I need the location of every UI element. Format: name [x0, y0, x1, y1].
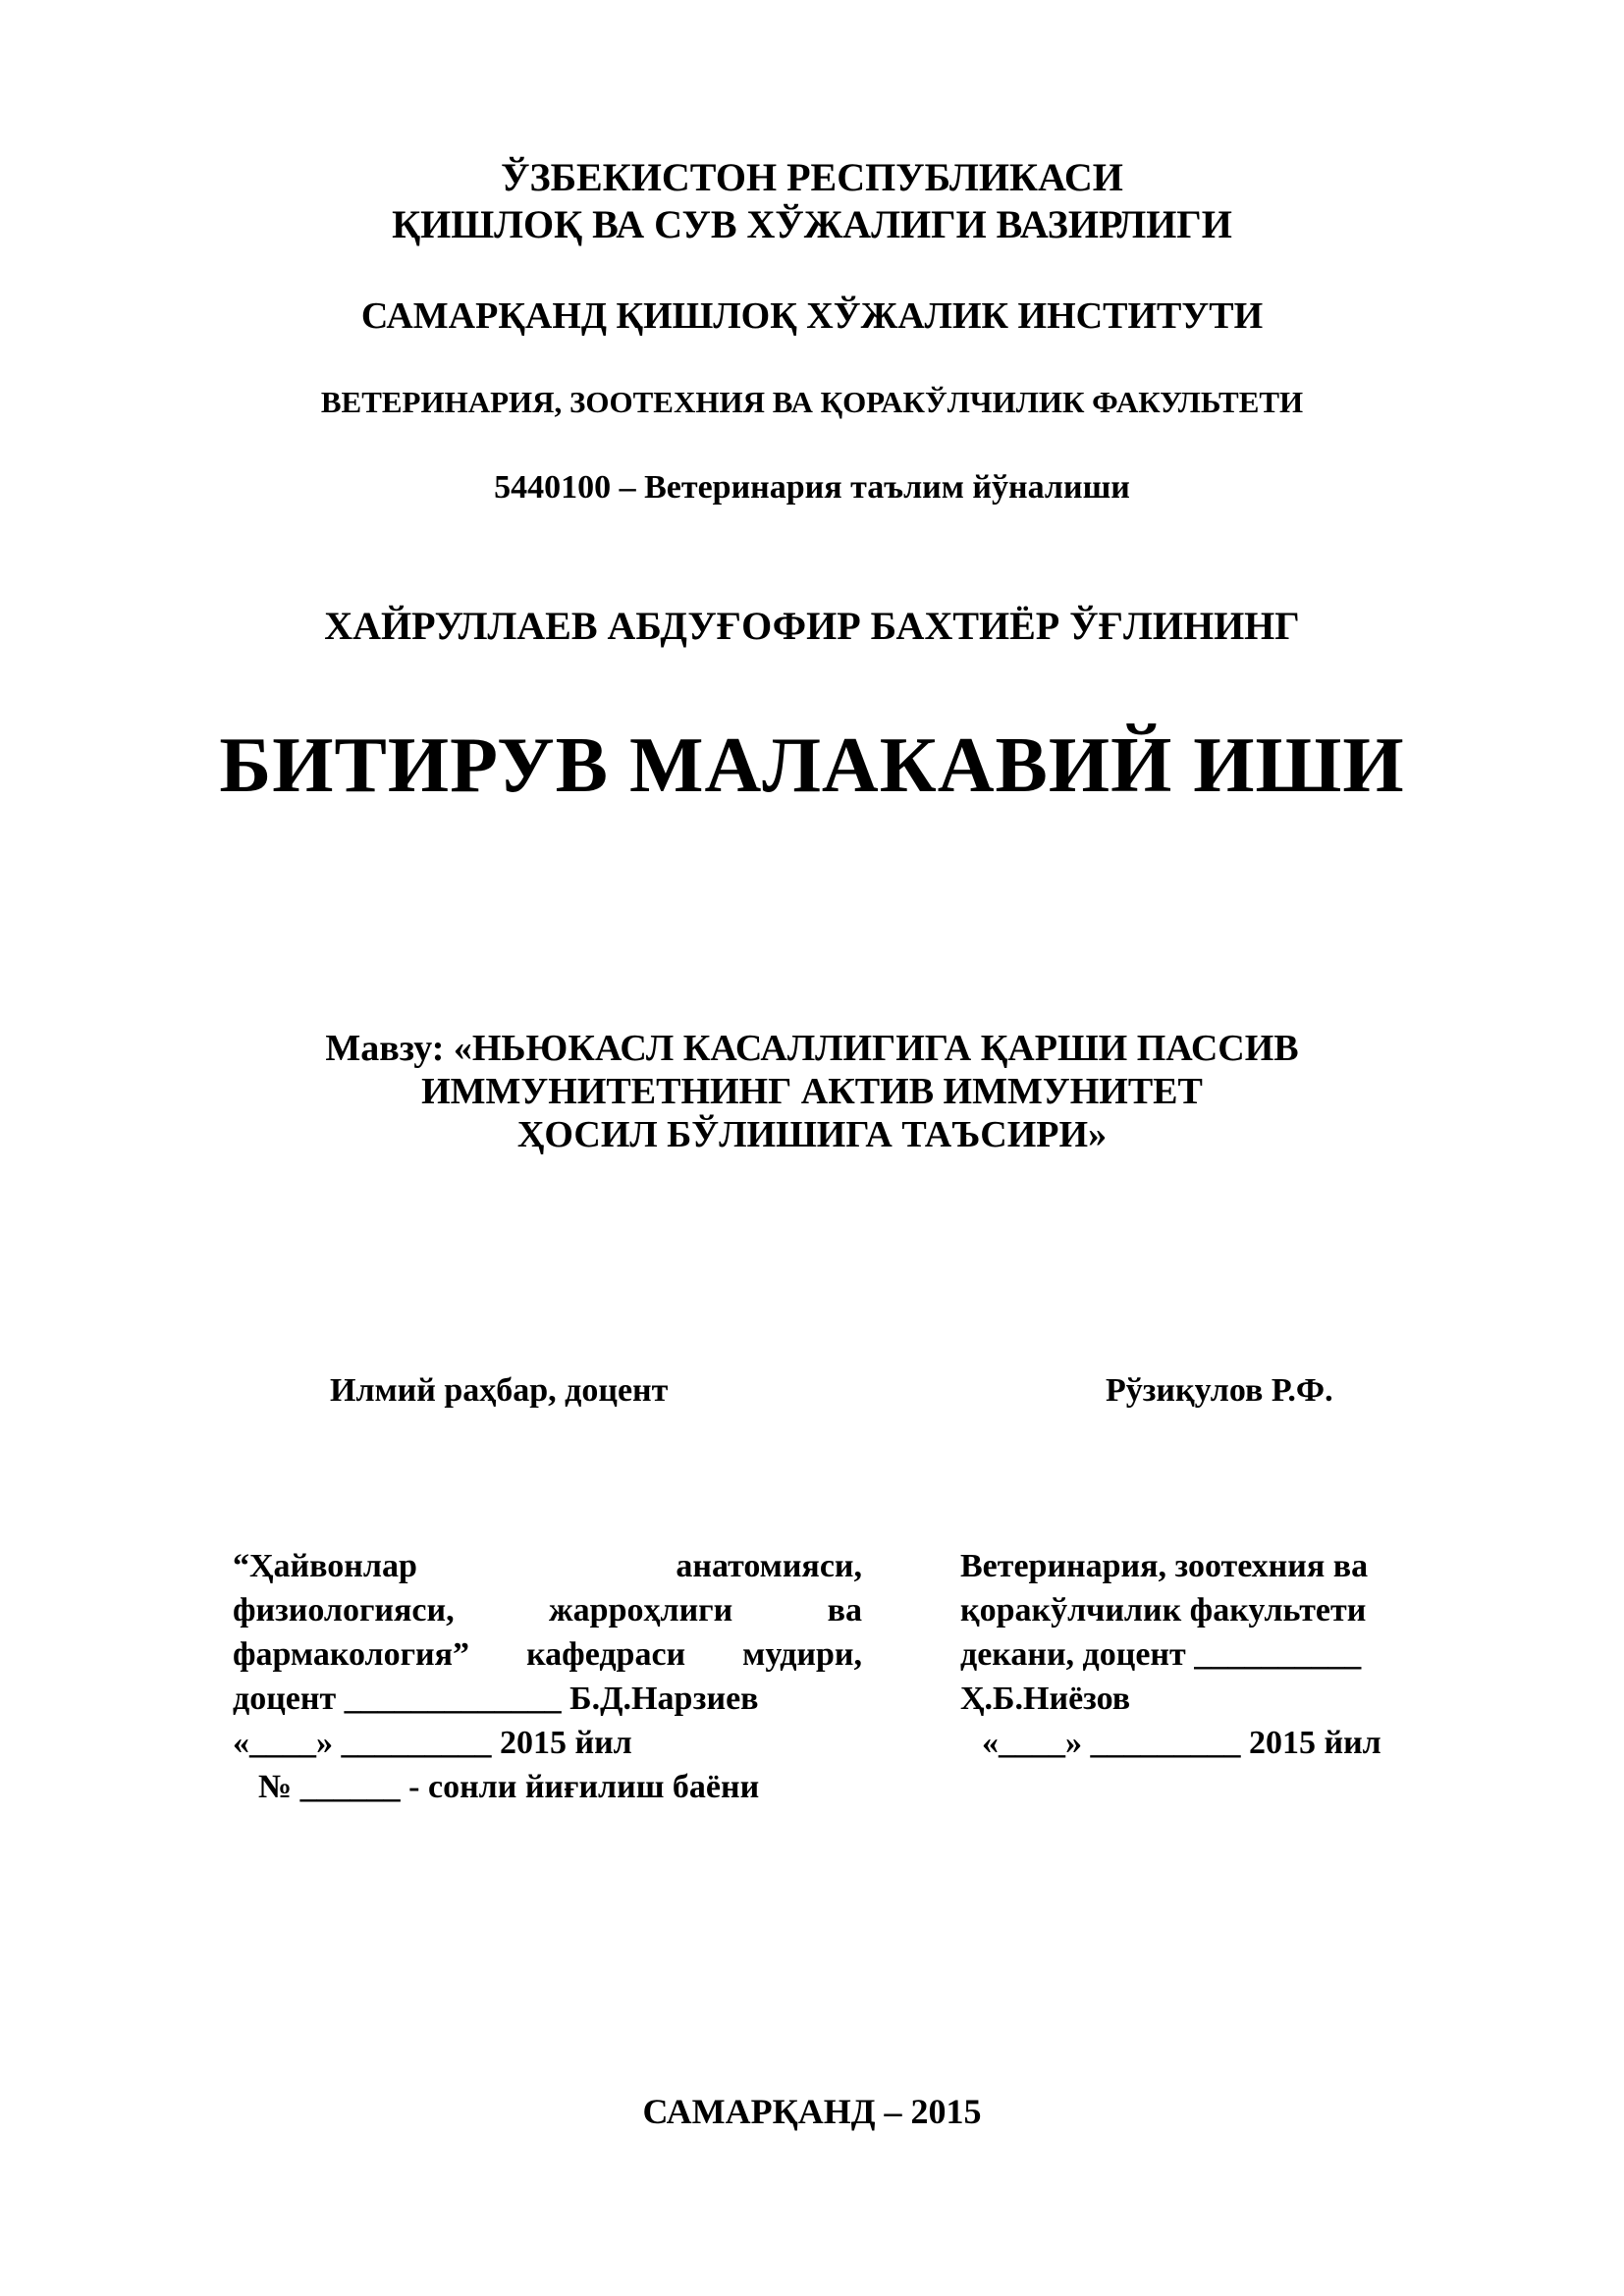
department-head-block: [233, 1544, 862, 1809]
topic-line-2: ИММУНИТЕТНИНГ АКТИВ ИММУНИТЕТ: [421, 1071, 1203, 1112]
department-head-line-1: “Ҳайвонлар анатомияси,: [233, 1548, 862, 1584]
dean-line-1: Ветеринария, зоотехния ва: [960, 1548, 1369, 1584]
country-heading: ЎЗБЕКИСТОН РЕСПУБЛИКАСИ: [501, 155, 1123, 199]
program-heading: 5440100 – Ветеринария таълим йўналиши: [494, 469, 1130, 506]
department-head-line-3: фармакология” кафедраси мудири,: [233, 1636, 862, 1673]
faculty-heading: ВЕТЕРИНАРИЯ, ЗООТЕХНИЯ ВА ҚОРАКЎЛЧИЛИК ФАКУЛЬТЕТИ: [320, 385, 1304, 419]
department-head-line-2: физиологияси, жарроҳлиги ва: [233, 1592, 862, 1629]
department-head-date-line: «____» _________ 2015 йил: [233, 1725, 632, 1761]
department-head-signature-line: доцент _____________ Б.Д.Нарзиев: [233, 1681, 759, 1717]
dean-block: [960, 1544, 1471, 1765]
dean-name: Ҳ.Б.Ниёзов: [960, 1681, 1131, 1717]
dean-line-2: қоракўлчилик факультети: [960, 1592, 1367, 1629]
dean-signature-line: декани, доцент __________: [960, 1636, 1362, 1673]
meeting-protocol-line: № ______ - сонли йиғилиш баёни: [258, 1769, 760, 1805]
supervisor-name: Рўзиқулов Р.Ф.: [1106, 1372, 1333, 1409]
supervisor-role: Илмий раҳбар, доцент: [330, 1372, 669, 1409]
topic-line-1: Мавзу: «НЬЮКАСЛ КАСАЛЛИГИГА ҚАРШИ ПАССИВ: [325, 1028, 1299, 1069]
author-name: ХАЙРУЛЛАЕВ АБДУҒОФИР БАХТИЁР ЎҒЛИНИНГ: [324, 604, 1300, 648]
institute-heading: САМАРҚАНД ҚИШЛОҚ ХЎЖАЛИК ИНСТИТУТИ: [360, 295, 1264, 337]
ministry-heading: ҚИШЛОҚ ВА СУВ ХЎЖАЛИГИ ВАЗИРЛИГИ: [392, 202, 1232, 246]
topic-line-3: ҲОСИЛ БЎЛИШИГА ТАЪСИРИ»: [516, 1114, 1108, 1155]
place-and-year: САМАРҚАНД – 2015: [642, 2092, 982, 2131]
dean-date-line: «____» _________ 2015 йил: [982, 1725, 1381, 1761]
document-title: БИТИРУВ МАЛАКАВИЙ ИШИ: [219, 722, 1405, 809]
